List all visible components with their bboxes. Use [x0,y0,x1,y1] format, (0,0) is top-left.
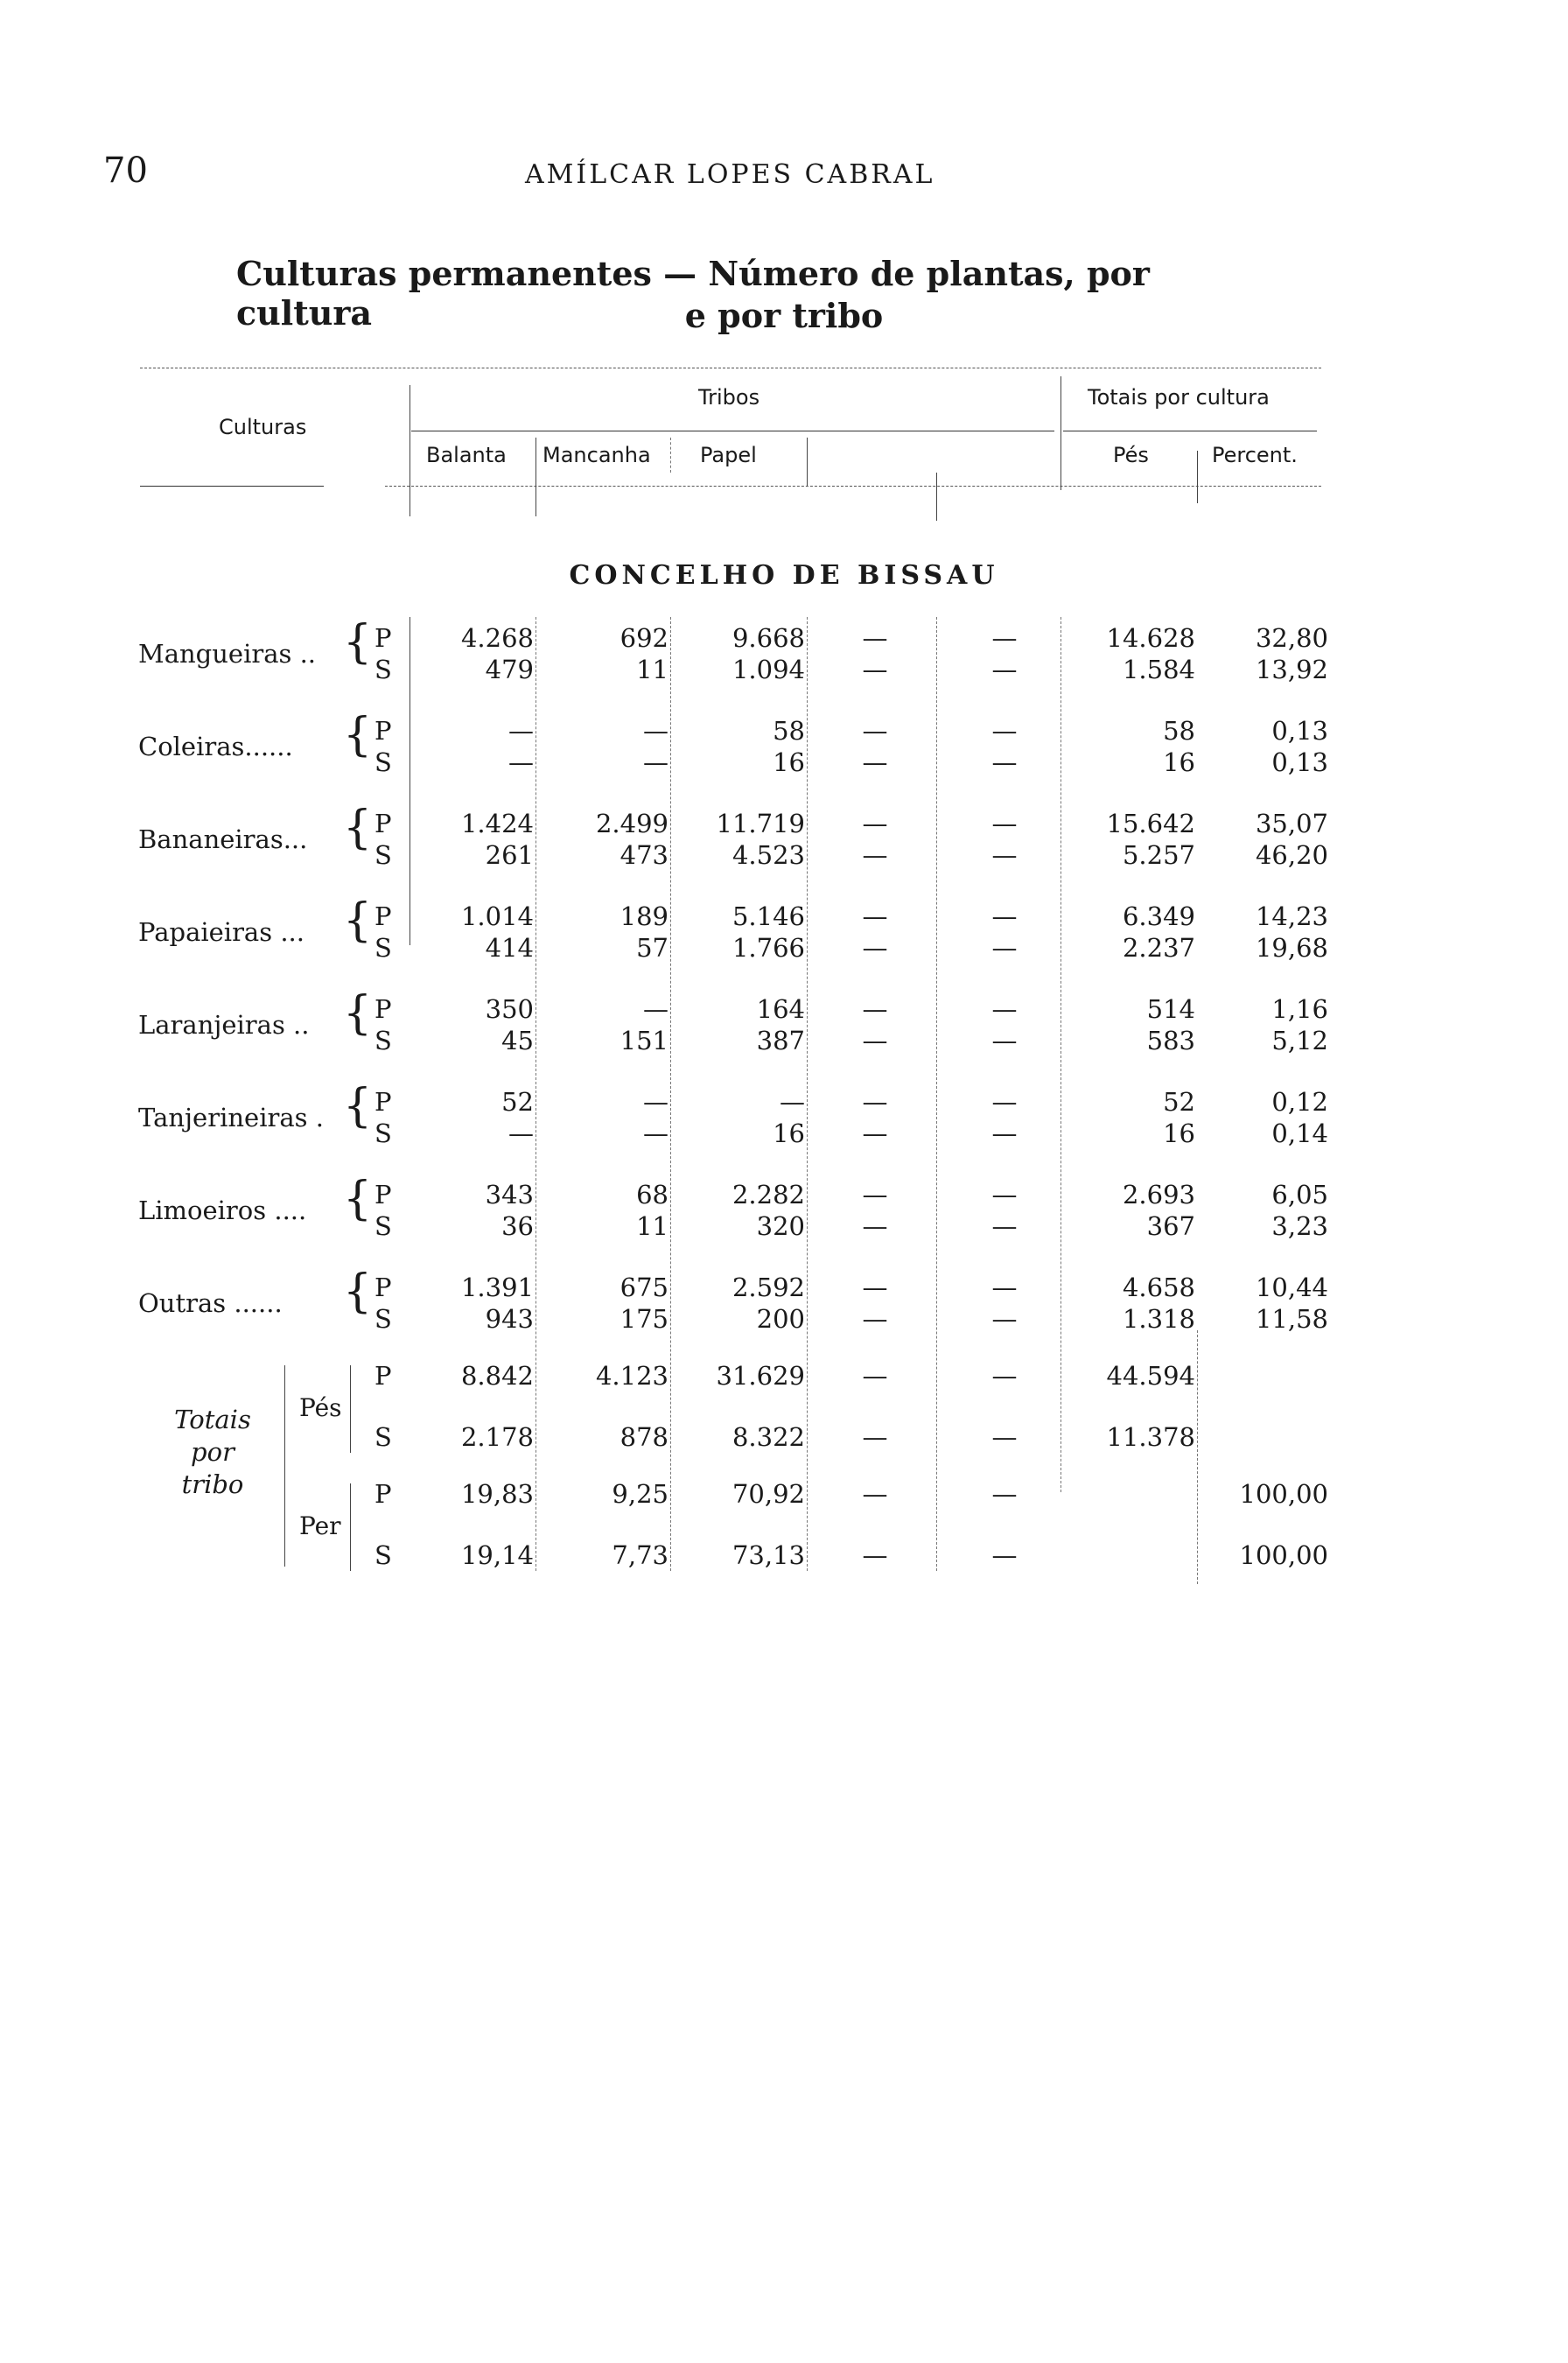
data-cell: 57 [636,933,668,963]
data-cell: 943 [485,1304,534,1334]
subheader-rule [385,486,1321,487]
data-cell: 46,20 [1255,840,1328,870]
totals-per-label: Per [299,1511,341,1540]
empty-dash: — [991,840,1018,870]
s-label: S [374,1026,392,1055]
data-cell: 320 [756,1211,805,1241]
p-label: P [374,716,392,746]
data-cell: 479 [485,655,534,684]
data-cell: 13,92 [1255,655,1328,684]
balanta-header: Balanta [426,443,507,467]
data-cell: 16 [1163,747,1195,777]
empty-dash: — [862,994,888,1024]
totals-cell: 11.378 [1106,1422,1195,1452]
empty-dash: — [862,809,888,838]
empty-dash: — [991,1026,1018,1055]
row-brace: { [343,616,373,669]
data-cell: 1.318 [1122,1304,1195,1334]
culture-name: Laranjeiras .. [138,1010,310,1040]
data-cell: 175 [620,1304,668,1334]
data-cell: 387 [756,1026,805,1055]
p-label: P [374,1273,392,1302]
totals-dash: — [991,1422,1018,1452]
data-cell: 4.523 [732,840,805,870]
empty-dash: — [862,840,888,870]
data-cell: 583 [1146,1026,1195,1055]
data-cell: — [508,1118,534,1148]
empty-dash: — [862,1026,888,1055]
page-number: 70 [103,151,148,191]
percent-header: Percent. [1212,443,1298,467]
totals-pes-brace [350,1365,351,1453]
data-cell: 675 [620,1273,668,1302]
table-title-line1: Culturas permanentes — Número de plantas, por cultura [236,254,1150,333]
empty-dash: — [862,1211,888,1241]
data-cell: 16 [773,747,805,777]
empty-dash: — [862,716,888,746]
data-cell: 0,14 [1271,1118,1328,1148]
totals-label-1: Totais [174,1405,251,1434]
totals-cell: 19,83 [460,1479,534,1509]
empty-dash: — [991,655,1018,684]
totals-dash: — [991,1361,1018,1391]
data-cell: 2.282 [732,1180,805,1210]
row-brace: { [343,709,373,761]
row-brace: { [343,1080,373,1132]
data-cell: — [643,747,668,777]
data-cell: 10,44 [1255,1273,1328,1302]
empty-dash: — [862,623,888,653]
data-cell: 52 [501,1087,534,1117]
data-cell: 189 [620,901,668,931]
s-label: S [374,1304,392,1334]
totals-cell: 73,13 [732,1540,805,1570]
empty-dash: — [991,1304,1018,1334]
data-cell: 9.668 [732,623,805,653]
culture-name: Papaieiras ... [138,917,304,947]
data-cell: 343 [485,1180,534,1210]
data-cell: 1.014 [460,901,534,931]
data-cell: 2.237 [1122,933,1195,963]
data-cell: 473 [620,840,668,870]
data-cell: 36 [501,1211,534,1241]
rule-empty [936,617,937,1571]
s-label: S [374,1118,392,1148]
empty-dash: — [991,1180,1018,1210]
data-cell: 11.719 [716,809,805,838]
row-brace: { [343,987,373,1040]
totals-cell: 100,00 [1239,1540,1328,1570]
data-cell: 58 [773,716,805,746]
p-label: P [374,994,392,1024]
empty-dash: — [862,1087,888,1117]
mancanha-header: Mancanha [542,443,651,467]
data-cell: — [643,994,668,1024]
empty-dash: — [991,1211,1018,1241]
totals-cell: 8.842 [460,1361,534,1391]
data-cell: 261 [485,840,534,870]
data-cell: 58 [1163,716,1195,746]
totals-ps-label: P [374,1361,392,1391]
data-cell: 2.499 [595,809,668,838]
data-cell: 1.424 [460,809,534,838]
data-cell: 14.628 [1106,623,1195,653]
data-cell: 1.766 [732,933,805,963]
totals-dash: — [862,1540,888,1570]
pes-header: Pés [1113,443,1149,467]
data-cell: 14,23 [1255,901,1328,931]
totals-cell: 2.178 [460,1422,534,1452]
totals-ps-label: S [374,1540,392,1570]
rule-totais-header [1060,376,1061,490]
totais-header: Totais por cultura [1088,385,1270,410]
totals-pes-label: Pés [299,1393,342,1422]
s-label: S [374,655,392,684]
data-cell: 5.146 [732,901,805,931]
totals-cell: 7,73 [612,1540,668,1570]
data-cell: 15.642 [1106,809,1195,838]
totals-cell: 70,92 [732,1479,805,1509]
culture-name: Limoeiros .... [138,1196,307,1225]
row-brace: { [343,1266,373,1318]
p-label: P [374,809,392,838]
empty-dash: — [862,747,888,777]
data-cell: 164 [756,994,805,1024]
totals-cell: 878 [620,1422,668,1452]
totals-ps-label: S [374,1422,392,1452]
p-label: P [374,623,392,653]
p-label: P [374,901,392,931]
data-cell: 32,80 [1255,623,1328,653]
empty-dash: — [991,994,1018,1024]
data-cell: 1.391 [460,1273,534,1302]
data-cell: 0,12 [1271,1087,1328,1117]
totals-per-brace [350,1483,351,1571]
totals-cell: 44.594 [1106,1361,1195,1391]
empty-dash: — [862,1304,888,1334]
totals-cell: 8.322 [732,1422,805,1452]
data-cell: 35,07 [1255,809,1328,838]
totals-dash: — [862,1422,888,1452]
s-label: S [374,933,392,963]
empty-dash: — [991,1273,1018,1302]
empty-dash: — [862,655,888,684]
totals-dash: — [862,1361,888,1391]
empty-dash: — [991,1087,1018,1117]
data-cell: 0,13 [1271,716,1328,746]
data-cell: 1.094 [732,655,805,684]
data-cell: 19,68 [1255,933,1328,963]
data-cell: 3,23 [1271,1211,1328,1241]
totals-ps-label: P [374,1479,392,1509]
totals-cell: 31.629 [716,1361,805,1391]
data-cell: 350 [485,994,534,1024]
empty-dash: — [862,1118,888,1148]
culturas-underline [140,486,324,487]
rule-mancanha-header [670,438,671,473]
data-cell: 2.592 [732,1273,805,1302]
totals-dash: — [991,1479,1018,1509]
data-cell: 11 [636,1211,668,1241]
totals-dash: — [991,1540,1018,1570]
data-cell: 692 [620,623,668,653]
totals-cell: 4.123 [595,1361,668,1391]
totals-dash: — [862,1479,888,1509]
culture-name: Bananeiras... [138,824,308,854]
p-label: P [374,1180,392,1210]
data-cell: 414 [485,933,534,963]
tribos-header: Tribos [698,385,760,410]
data-cell: 68 [636,1180,668,1210]
culture-name: Tanjerineiras . [138,1103,324,1132]
data-cell: 16 [1163,1118,1195,1148]
culture-name: Coleiras...... [138,732,293,761]
data-cell: — [643,1087,668,1117]
empty-dash: — [862,1180,888,1210]
data-cell: — [780,1087,805,1117]
data-cell: 367 [1146,1211,1195,1241]
totals-cell: 9,25 [612,1479,668,1509]
empty-dash: — [991,716,1018,746]
s-label: S [374,747,392,777]
data-cell: 52 [1163,1087,1195,1117]
totals-cell: 19,14 [460,1540,534,1570]
data-cell: — [508,716,534,746]
empty-dash: — [862,933,888,963]
row-brace: { [343,802,373,854]
data-cell: — [643,1118,668,1148]
totals-cell: 100,00 [1239,1479,1328,1509]
data-cell: 6,05 [1271,1180,1328,1210]
empty-dash: — [862,1273,888,1302]
data-cell: 151 [620,1026,668,1055]
totals-outer-brace [284,1365,285,1567]
data-cell: 11 [636,655,668,684]
s-label: S [374,840,392,870]
data-cell: — [643,716,668,746]
data-cell: 514 [1146,994,1195,1024]
empty-dash: — [991,1118,1018,1148]
empty-dash: — [991,747,1018,777]
data-cell: 5.257 [1122,840,1195,870]
data-cell: 200 [756,1304,805,1334]
empty-dash: — [991,933,1018,963]
data-cell: — [508,747,534,777]
row-brace: { [343,1173,373,1225]
data-cell: 2.693 [1122,1180,1195,1210]
data-cell: 16 [773,1118,805,1148]
rule-empty-header [936,473,937,521]
data-cell: 5,12 [1271,1026,1328,1055]
table-title-line2: e por tribo [684,296,884,335]
running-head: AMÍLCAR LOPES CABRAL [525,159,935,190]
data-cell: 6.349 [1122,901,1195,931]
data-cell: 4.268 [460,623,534,653]
rule-pes-header [1197,451,1198,503]
empty-dash: — [991,901,1018,931]
data-cell: 45 [501,1026,534,1055]
data-cell: 1.584 [1122,655,1195,684]
rule-papel-header [807,438,808,486]
totals-label-3: tribo [181,1469,244,1499]
empty-dash: — [991,809,1018,838]
data-cell: 0,13 [1271,747,1328,777]
data-cell: 1,16 [1271,994,1328,1024]
culture-name: Outras ...... [138,1288,283,1318]
data-cell: 11,58 [1255,1304,1328,1334]
s-label: S [374,1211,392,1241]
section-heading: CONCELHO DE BISSAU [569,560,999,591]
papel-header: Papel [700,443,757,467]
data-cell: 4.658 [1122,1273,1195,1302]
culture-name: Mangueiras .. [138,639,317,669]
p-label: P [374,1087,392,1117]
rule-papel [807,617,808,1571]
culturas-header: Culturas [219,415,307,439]
empty-dash: — [862,901,888,931]
totals-label-2: por [191,1437,234,1467]
empty-dash: — [991,623,1018,653]
row-brace: { [343,894,373,947]
